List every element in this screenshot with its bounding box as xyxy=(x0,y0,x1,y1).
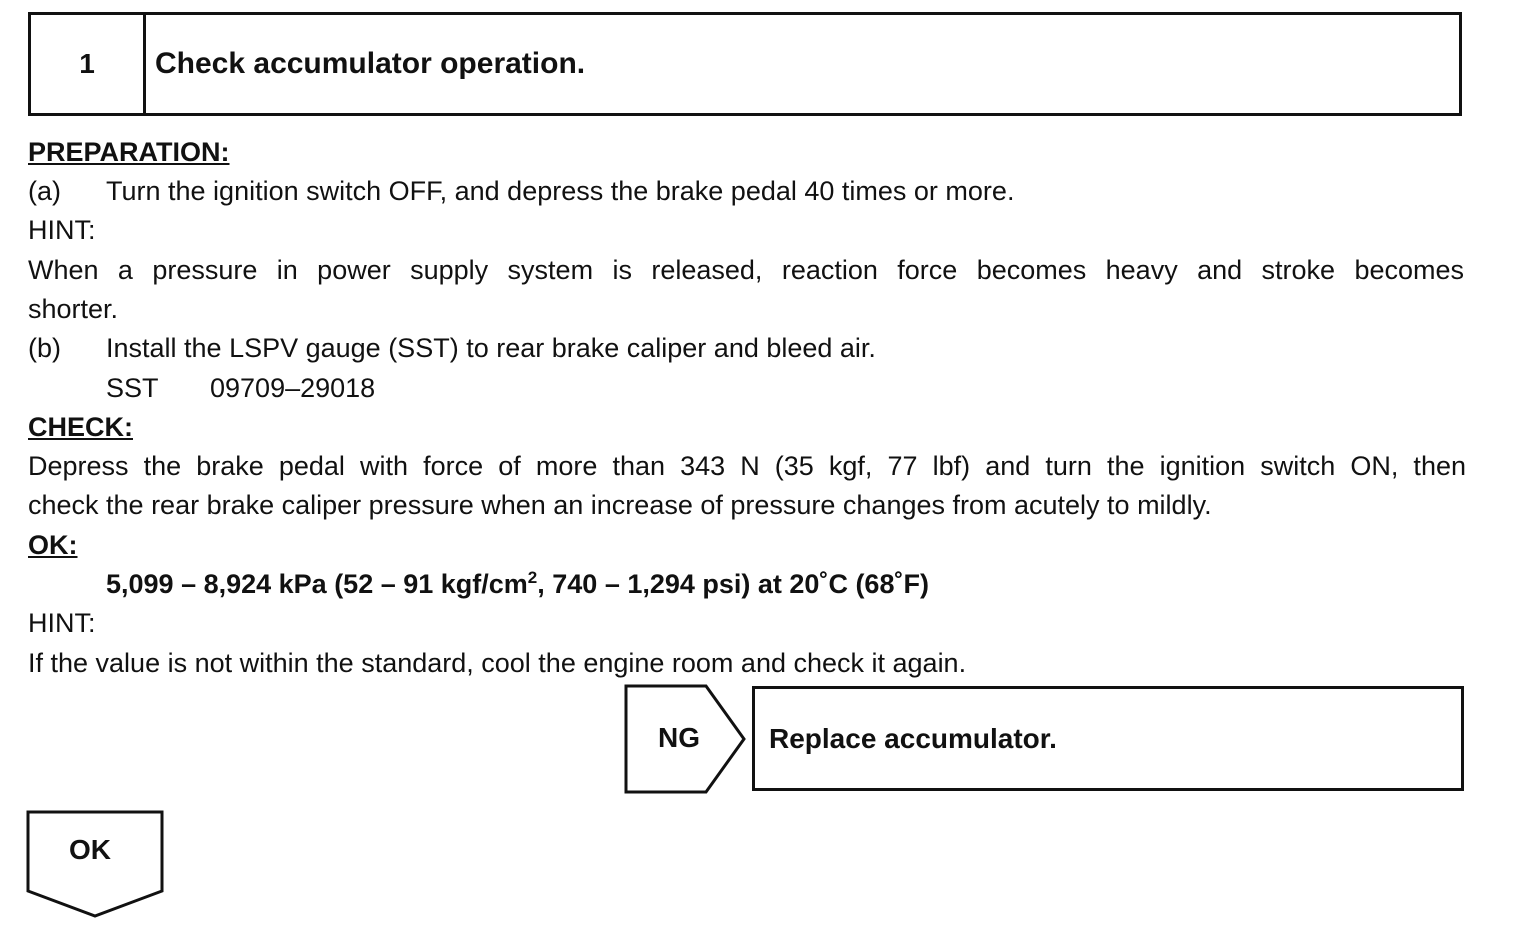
hint-text-line2: shorter. xyxy=(28,294,119,324)
ng-label: NG xyxy=(658,722,700,753)
step-a-label: (a) xyxy=(28,176,61,206)
check-heading: CHECK: xyxy=(28,412,133,442)
hint-label: HINT: xyxy=(28,215,96,245)
sst-label: SST xyxy=(106,373,159,403)
step-number: 1 xyxy=(31,15,146,113)
ng-action-text: Replace accumulator. xyxy=(769,722,1057,754)
hint-text-line1: When a pressure in power supply system is released, reaction force becomes heavy and stroke becomes xyxy=(28,255,1464,285)
spec-part1: 5,099 – 8,924 kPa (52 – 91 kgf/cm xyxy=(106,569,528,599)
sst-number: 09709–29018 xyxy=(210,373,376,403)
ok-specification xyxy=(106,568,929,600)
check-text-line2: check the rear brake caliper pressure when an increase of pressure changes from acutely to mildly. xyxy=(28,490,1212,520)
step-header xyxy=(28,12,1462,116)
step-b-label: (b) xyxy=(28,333,61,363)
step-b-text: Install the LSPV gauge (SST) to rear brake caliper and bleed air. xyxy=(106,333,876,363)
step-title: Check accumulator operation. xyxy=(155,47,586,80)
check-text-line1: Depress the brake pedal with force of more than 343 N (35 kgf, 77 lbf) and turn the ignition switch ON, then xyxy=(28,451,1466,481)
ng-action-box xyxy=(752,686,1464,791)
preparation-heading: PREPARATION: xyxy=(28,137,230,167)
spec-part2: , 740 – 1,294 psi) at 20˚C (68˚F) xyxy=(537,569,929,599)
ok-heading: OK: xyxy=(28,530,78,560)
hint2-label: HINT: xyxy=(28,608,96,638)
spec-superscript: 2 xyxy=(527,568,538,587)
hint2-text: If the value is not within the standard, cool the engine room and check it again. xyxy=(28,648,967,678)
step-a-text: Turn the ignition switch OFF, and depress the brake pedal 40 times or more. xyxy=(106,176,1015,206)
ok-label: OK xyxy=(69,834,111,865)
